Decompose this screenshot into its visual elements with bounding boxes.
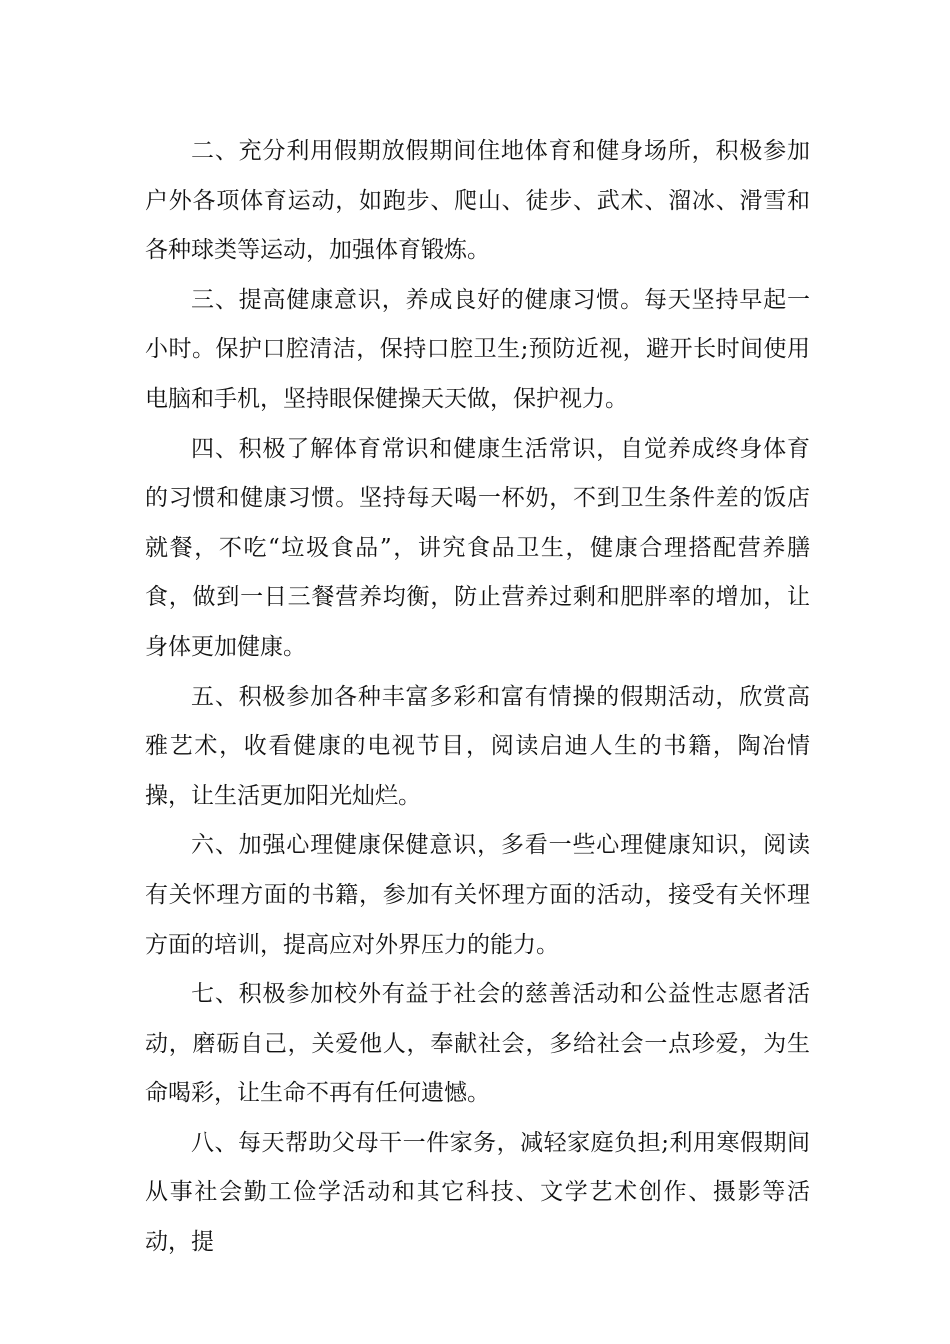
paragraph-4: 四、积极了解体育常识和健康生活常识，自觉养成终身体育的习惯和健康习惯。坚持每天喝一杯奶，不到卫生条件差的饭店就餐，不吃“垃圾食品”，讲究食品卫生，健康合理搭配营养膳食，做到一日三餐营养均衡，防止营养过剩和肥胖率的增加，让身体更加健康。 (145, 435, 810, 660)
paragraph-8: 八、每天帮助父母干一件家务，减轻家庭负担;利用寒假期间从事社会勤工俭学活动和其它科技、文学艺术创作、摄影等活动，提 (145, 1129, 810, 1256)
paragraph-6: 六、加强心理健康保健意识，多看一些心理健康知识，阅读有关怀理方面的书籍，参加有关怀理方面的活动，接受有关怀理方面的培训，提高应对外界压力的能力。 (145, 832, 810, 958)
paragraph-7: 七、积极参加校外有益于社会的慈善活动和公益性志愿者活动，磨砺自己，关爱他人，奉献社会，多给社会一点珍爱，为生命喝彩，让生命不再有任何遗憾。 (145, 981, 810, 1107)
document-body (145, 127, 810, 1268)
paragraph-2: 二、充分利用假期放假期间住地体育和健身场所，积极参加户外各项体育运动，如跑步、爬山、徒步、武术、溜冰、滑雪和各种球类等运动，加强体育锻炼。 (145, 138, 810, 264)
paragraph-5: 五、积极参加各种丰富多彩和富有情操的假期活动，欣赏高雅艺术，收看健康的电视节目，阅读启迪人生的书籍，陶冶情操，让生活更加阳光灿烂。 (145, 683, 810, 809)
paragraph-3: 三、提高健康意识，养成良好的健康习惯。每天坚持早起一小时。保护口腔清洁，保持口腔卫生;预防近视，避开长时间使用电脑和手机，坚持眼保健操天天做，保护视力。 (145, 286, 810, 412)
